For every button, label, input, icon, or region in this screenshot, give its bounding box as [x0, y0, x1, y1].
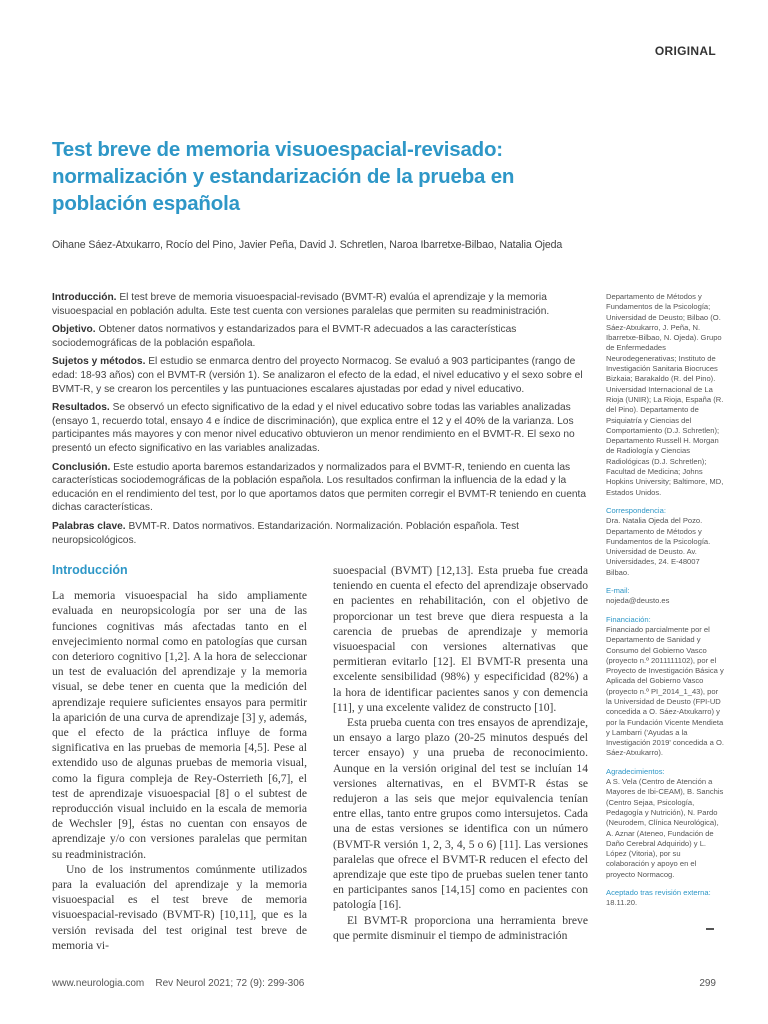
acknowledgements [606, 767, 724, 880]
funding-text: Financiado parcialmente por el Departamento de Sanidad y Consumo del Gobierno Vasco (proyecto n.º 2011111102), por el Proyecto de Investigación Básica y Aplicada del Gobierno Vasco (proyecto n.º PI_2014_1_43), por la Universidad de Deusto (FPI-UD concedida a O. Sáez-Atxukarro) y por la Fundación Vicente Mendieta y Lambarri ('Ayudas a la Investigación 2019' concedida a O. Sáez-Atxukarro). [606, 624, 724, 758]
continuation-mark [706, 928, 714, 930]
affiliations: Departamento de Métodos y Fundamentos de la Psicología; Universidad de Deusto; Bilbao (O. Sáez-Atxukarro, J. Peña, N. Ibarretxe-Bilbao, N. Ojeda). Grupo de Enfermedades Neurodegenerativas; Instituto de Investigación Sanitaria Biocruces Bizkaia; Barakaldo (R. del Pino). Universidad Internacional de La Rioja (UNIR); La Rioja, España (R. del Pino). Departamento de Psiquiatría y Ciencias del Comportamiento (D.J. Schretlen); Departamento Russell H. Morgan de Radiología y Ciencias Radiológicas (D.J. Schretlen); Facultad de Medicina; Johns Hopkins University; Baltimore, MD, Estados Unidos. [606, 292, 724, 497]
body-paragraph: El BVMT-R proporciona una herramienta breve que permite disminuir el tiempo de administración [333, 913, 588, 942]
abstract-objective: Objetivo. Obtener datos normativos y estandarizados para el BVMT-R adecuados a las características sociodemográficas de la población española. [52, 324, 517, 349]
section-heading-introduction: Introducción [52, 563, 128, 577]
correspondence-text: Dra. Natalia Ojeda del Pozo. Departamento de Métodos y Fundamentos de la Psicología. Universidad de Deusto. Av. Universidades, 24. E-48007 Bilbao. [606, 516, 711, 577]
email-heading: E-mail: [606, 586, 630, 596]
correspondence [606, 506, 724, 578]
page-number: 299 [699, 978, 716, 989]
abstract-conclusion: Conclusión. Este estudio aporta baremos estandarizados y normalizados para el BVMT-R, teniendo en cuenta las características sociodemográficas de la población española. Los resultados confirman la influencia de la edad y la educación en el rendimiento del test, por lo que aportamos datos que permiten corregir el BVMT-R teniendo en cuenta dichas características. [52, 461, 587, 514]
abstract [52, 291, 592, 552]
correspondence-heading: Correspondencia: [606, 505, 666, 515]
accepted-heading: Aceptado tras revisión externa: [606, 888, 711, 898]
footer-citation: www.neurologia.com Rev Neurol 2021; 72 (9): 299-306 [52, 978, 305, 989]
email-link[interactable]: nojeda@deusto.es [606, 596, 670, 606]
body-paragraph: Uno de los instrumentos comúnmente utilizados para la evaluación del aprendizaje y la memoria visuoespacial es el test breve de memoria visuoespacial-revisado (BVMT-R) [10,11], que es la versión revisada del test original test breve de memoria vi- [52, 862, 307, 952]
body-paragraph: suoespacial (BVMT) [12,13]. Esta prueba fue creada teniendo en cuenta el efecto del aprendizaje observado en pacientes en rehabilitación, con el objetivo de proporcionar un test breve que diera respuesta a la carencia de pruebas de aprendizaje y memoria visuoespacial con versiones alternativas que permitieran evitarlo [12]. El BVMT-R presenta una excelente sensibilidad (98%) y especificidad (82%) a la hora de identificar pacientes sanos y con demencia [11], y una excelente validez de constructo [10]. [333, 564, 588, 714]
article-title: Test breve de memoria visuoespacial-revisado: normalización y estandarización de la prueba en población española [52, 138, 515, 215]
accepted-date [606, 888, 724, 909]
abstract-methods: Sujetos y métodos. El estudio se enmarca dentro del proyecto Normacog. Se evaluó a 903 participantes (rango de edad: 18-93 años) con el BVMT-R (versión 1). Se analizaron el efecto de la edad, el nivel educativo y el sexo sobre el BVMT-R, y se crearon los percentiles y las puntuaciones escalares ajustadas por edad y nivel educativo. [52, 356, 583, 395]
email-block [606, 586, 724, 607]
body-column-1 [52, 563, 307, 953]
body-paragraph: La memoria visuoespacial ha sido ampliamente evaluada en neuropsicología por ser una de las funciones cognitivas más afectadas tanto en el envejecimiento normal como en patologías que cursan con deterioro cognitivo [1,2]. A la hora de seleccionar un test de evaluación del aprendizaje y la memoria visual, se debe tener en cuenta que la medición del aprendizaje requiere suficientes ensayos para permitir la aparición de una curva de aprendizaje [3] y, además, que el efecto de la práctica influye de forma significativa en las pruebas de memoria [4,5]. Pese al extendido uso de algunas pruebas de memoria visual, como la figura compleja de Rey-Osterrieth [6,7], el test de aprendizaje visuoespacial [8] o el subtest de reproducción visual incluido en la escala de memoria de Wechsler [9], éstas no cuentan con ensayos de aprendizaje y/o con versiones paralelas que permitan su readministración. [52, 589, 307, 861]
page-footer [52, 978, 716, 989]
body-column-2 [333, 563, 588, 943]
funding-heading: Financiación: [606, 614, 651, 624]
abstract-introduction: Introducción. El test breve de memoria visuoespacial-revisado (BVMT-R) evalúa el aprendizaje y la memoria visuoespacial en población adulta. Este test cuenta con versiones paralelas que permiten su readministración. [52, 292, 550, 317]
sidebar-metadata [606, 292, 724, 917]
funding [606, 615, 724, 759]
acknowledgements-heading: Agradecimientos: [606, 766, 665, 776]
acknowledgements-text: A S. Vela (Centro de Atención a Mayores de Ibi-CEAM), B. Sanchis (Centro Sejaa, Psicología, Pedagogía y Nutrición), N. Pardo (Neurodem, Clínica Neurológica), A. Aznar (Ateneo, Fundación de Daño Cerebral Adquirido) y L. López (Vitoria), por su colaboración y apoyo en el proyecto Normacog. [606, 777, 724, 879]
abstract-keywords: Palabras clave. BVMT-R. Datos normativos. Estandarización. Normalización. Población española. Test neuropsicológicos. [52, 520, 519, 546]
body-paragraph: Esta prueba cuenta con tres ensayos de aprendizaje, un ensayo a largo plazo (20-25 minutos después del tercer ensayo) y una prueba de reconocimiento. Aunque en la versión original del test se incluían 14 versiones alternativas, en el BVMT-R éstas se redujeron a las seis que mejor equivalencia tenían entre ellas, tanto entre grupos como intersujetos. Cada una de estas versiones se identifica con un número (BVMT-R versión 1, 2, 3, 4, 5 o 6) [11]. Las versiones paralelas que ofrece el BVMT-R reducen el efecto del aprendizaje que este tipo de pruebas suelen tener tanto en participantes sanos [14,15] como en pacientes con patología [16]. [333, 716, 588, 912]
article-type-tag: ORIGINAL [654, 44, 716, 58]
abstract-results: Resultados. Se observó un efecto significativo de la edad y el nivel educativo sobre todas las variables analizadas (ensayo 1, recuerdo total, ensayo 4 e índice de discriminación), que explica entre el 12 y el 40% de la varianza. Los participantes más mayores y con menor nivel educativo obtuvieron un menor rendimiento en el BVMT-R. El sexo no presentó un efecto significativo en las variables analizadas. [52, 402, 575, 454]
author-list: Oihane Sáez-Atxukarro, Rocío del Pino, Javier Peña, David J. Schretlen, Naroa Ibarretxe-Bilbao, Natalia Ojeda [52, 239, 563, 251]
accepted-text: 18.11.20. [606, 898, 638, 908]
